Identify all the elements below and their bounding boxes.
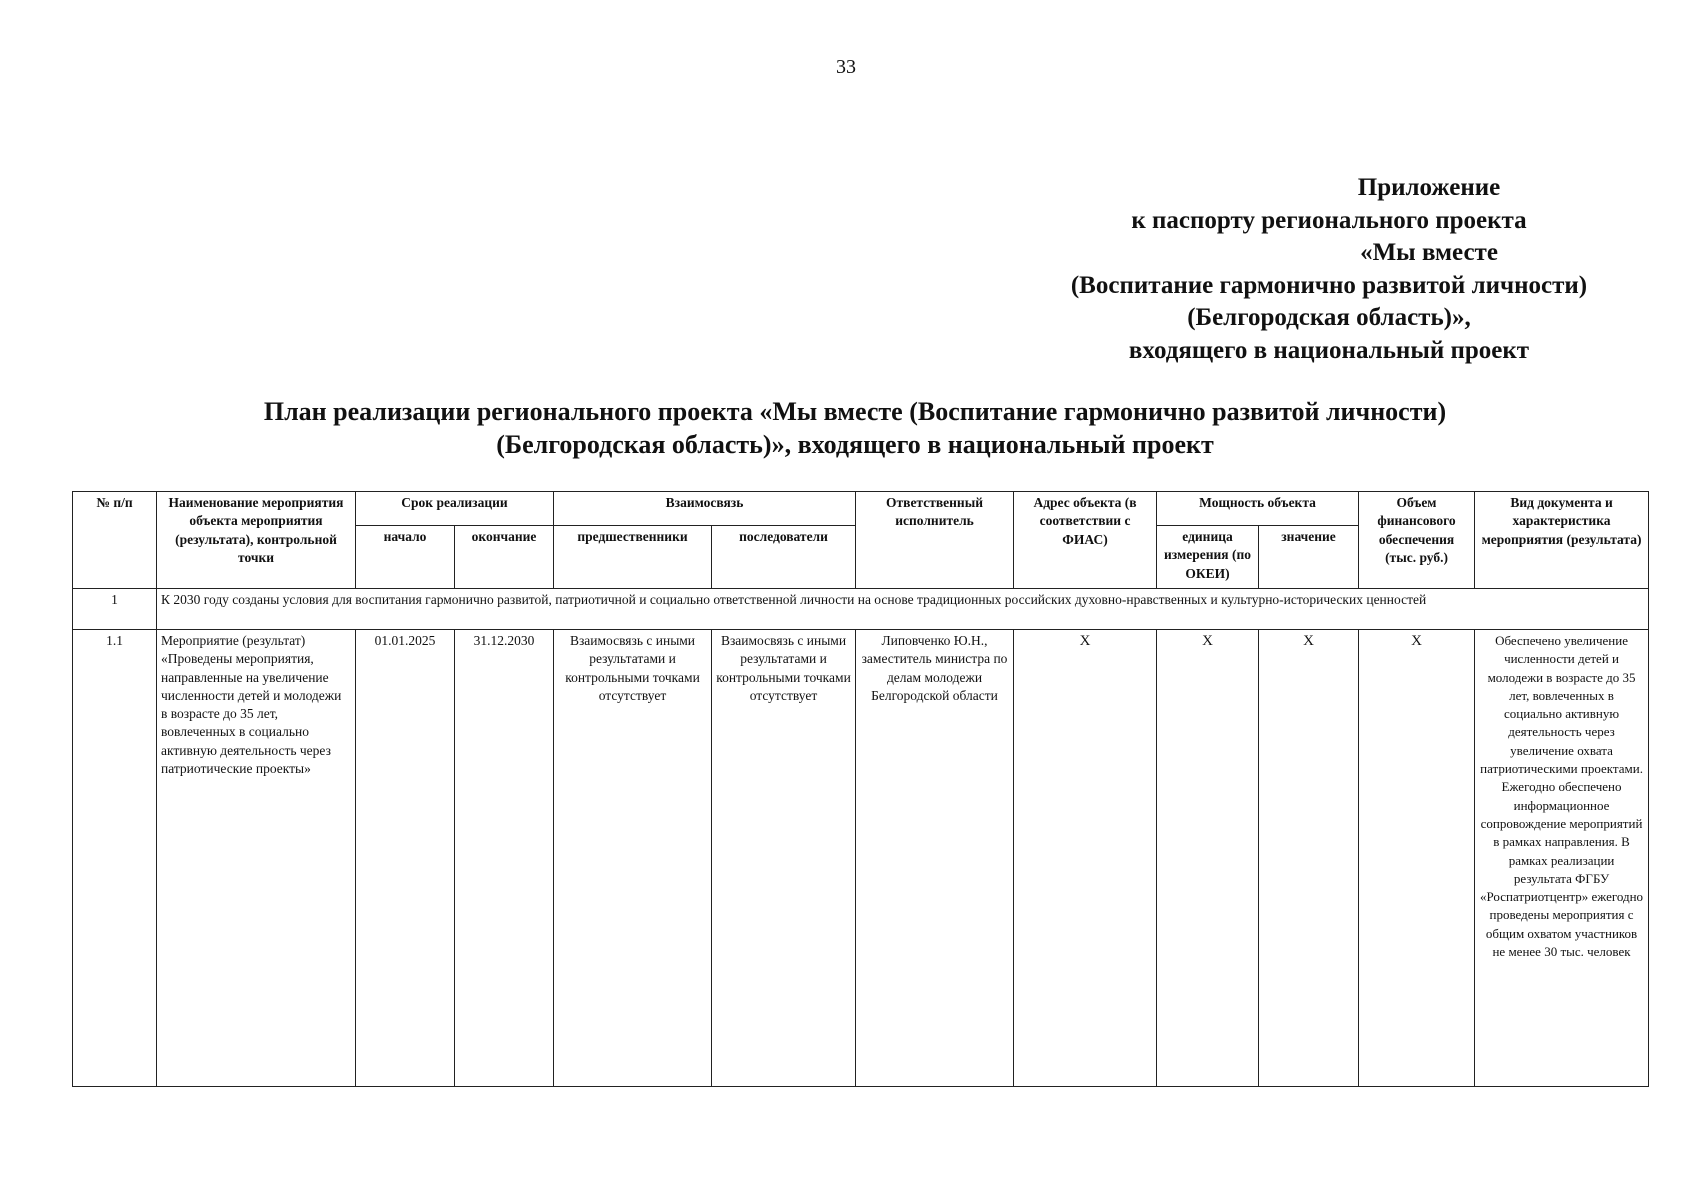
header-address: Адрес объекта (в соответствии с ФИАС) xyxy=(1014,492,1157,589)
plan-title-line: План реализации регионального проекта «Мы вместе (Воспитание гармонично развитой личности) xyxy=(263,397,1447,426)
row-num: 1.1 xyxy=(73,630,157,1087)
row-unit: X xyxy=(1157,630,1259,1087)
table-row xyxy=(73,630,1649,1087)
row-funding: X xyxy=(1359,630,1475,1087)
row-address: X xyxy=(1014,630,1157,1087)
header-row xyxy=(73,492,1649,526)
header-doc: Вид документа и характеристика мероприятия (результата) xyxy=(1475,492,1649,589)
row-start: 01.01.2025 xyxy=(356,630,455,1087)
row-responsible: Липовченко Ю.Н., заместитель министра по делам молодежи Белгородской области xyxy=(856,630,1014,1087)
row-value: X xyxy=(1259,630,1359,1087)
header-value: значение xyxy=(1259,526,1359,589)
row-successors: Взаимосвязь с иными результатами и контрольными точками отсутствует xyxy=(712,630,856,1087)
plan-title-line: (Белгородская область)», входящего в национальный проект xyxy=(496,430,1214,459)
header-term: Срок реализации xyxy=(356,492,554,526)
header-term-start: начало xyxy=(356,526,455,589)
annex-line: «Мы вместе xyxy=(1360,239,1498,266)
annex-line: к паспорту регионального проекта xyxy=(1131,206,1527,234)
annex-heading xyxy=(1009,172,1649,367)
header-capacity: Мощность объекта xyxy=(1157,492,1359,526)
annex-line: (Воспитание гармонично развитой личности) xyxy=(1070,271,1588,299)
row-doc: Обеспечено увеличение численности детей и молодежи в возрасте до 35 лет, вовлеченных в социально активную деятельность через увеличение охвата патриотическими проектами. Ежегодно обеспечено информационное сопровождение мероприятий в рамках направления. В рамках реализации результата ФГБУ «Роспатриотцентр» ежегодно проведены мероприятия с общим охватом участников не менее 30 тыс. человек xyxy=(1475,630,1649,1087)
row-end: 31.12.2030 xyxy=(455,630,554,1087)
row-name: Мероприятие (результат) «Проведены мероприятия, направленные на увеличение численности детей и молодежи в возрасте до 35 лет, вовлеченных в социально активную деятельность через патриотические проекты» xyxy=(157,630,356,1087)
annex-line: (Белгородская область)», xyxy=(1187,304,1471,331)
plan-title xyxy=(150,395,1560,461)
header-responsible: Ответственный исполнитель xyxy=(856,492,1014,589)
header-funding: Объем финансового обеспечения (тыс. руб.) xyxy=(1359,492,1475,589)
header-num: № п/п xyxy=(73,492,157,589)
header-successors: последователи xyxy=(712,526,856,589)
table-row-section xyxy=(73,589,1649,630)
annex-line: входящего в национальный проект xyxy=(1128,336,1530,364)
section-num: 1 xyxy=(73,589,157,630)
header-term-end: окончание xyxy=(455,526,554,589)
header-unit: единица измерения (по ОКЕИ) xyxy=(1157,526,1259,589)
page-number: 33 xyxy=(836,56,856,78)
header-predecessors: предшественники xyxy=(554,526,712,589)
annex-line: Приложение xyxy=(1357,174,1501,201)
plan-table xyxy=(72,491,1649,1087)
header-relation: Взаимосвязь xyxy=(554,492,856,526)
header-name: Наименование мероприятия объекта мероприятия (результата), контрольной точки xyxy=(157,492,356,589)
section-text: К 2030 году созданы условия для воспитания гармонично развитой, патриотичной и социально ответственной личности на основе традиционных российских духовно-нравственных и культурно-исторических ценностей xyxy=(157,589,1649,630)
row-predecessors: Взаимосвязь с иными результатами и контрольными точками отсутствует xyxy=(554,630,712,1087)
